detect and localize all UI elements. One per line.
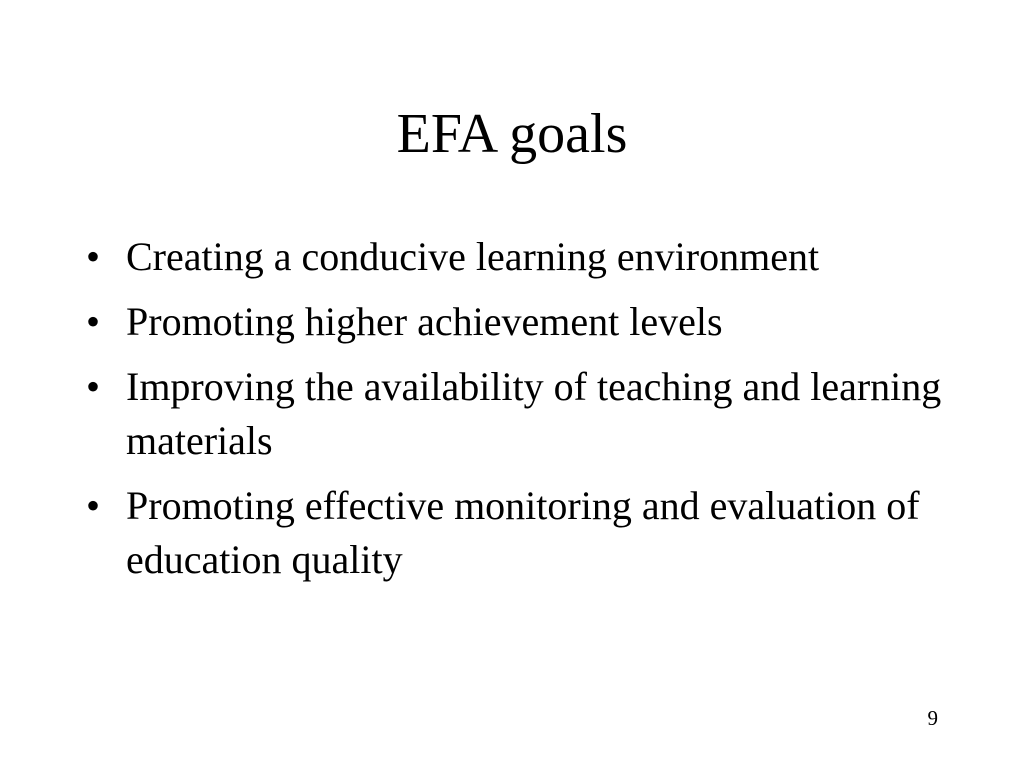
bullet-text: Improving the availability of teaching and learning materials <box>126 364 942 463</box>
bullet-item <box>84 479 944 587</box>
bullet-item <box>84 295 944 349</box>
slide-title: EFA goals <box>396 103 628 165</box>
bullet-item <box>84 360 944 468</box>
bullet-marker: • <box>86 483 101 528</box>
bullet-list <box>84 230 944 598</box>
bullet-marker: • <box>86 234 101 279</box>
bullet-text: Promoting effective monitoring and evaluation of education quality <box>126 483 920 582</box>
bullet-text: Creating a conducive learning environment <box>126 234 820 279</box>
bullet-item <box>84 230 944 284</box>
bullet-text: Promoting higher achievement levels <box>126 299 723 344</box>
bullet-marker: • <box>86 299 101 344</box>
page-number: 9 <box>927 706 938 730</box>
bullet-marker: • <box>86 364 101 409</box>
